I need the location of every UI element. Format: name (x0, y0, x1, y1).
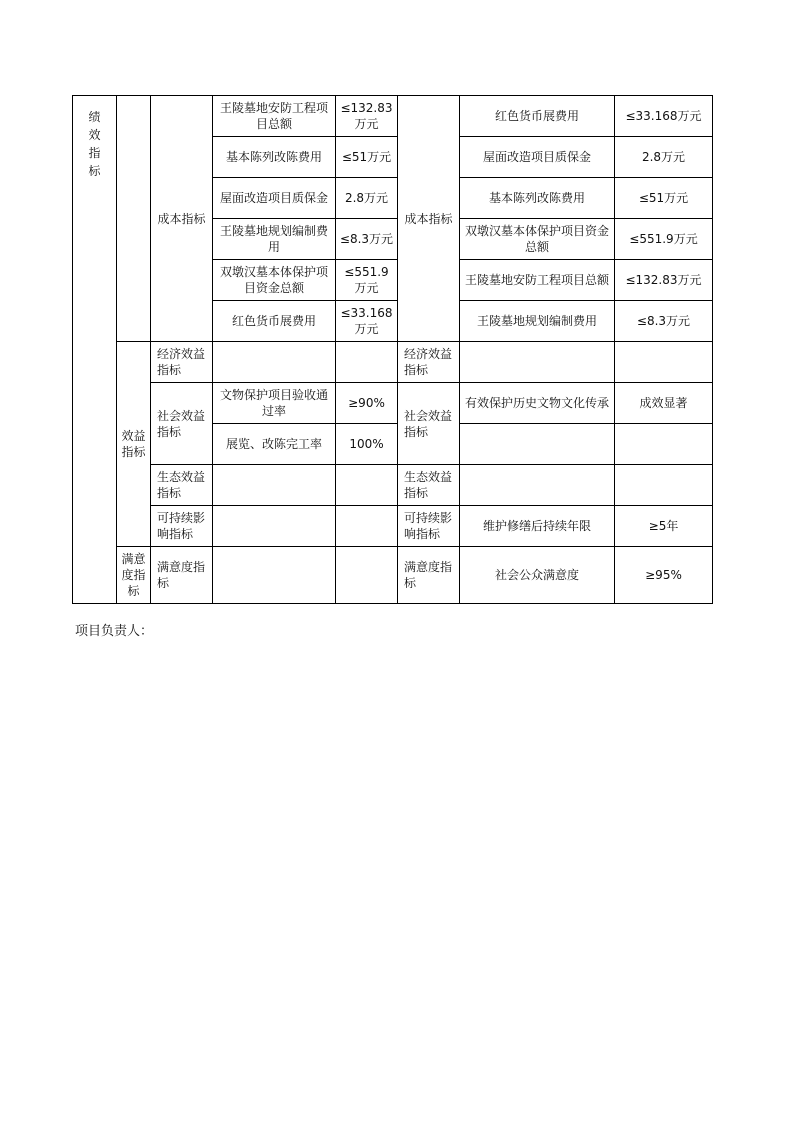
performance-indicator-table (72, 95, 713, 604)
cost-left-value: 2.8万元 (336, 178, 398, 219)
empty-subcategory-cell (117, 96, 151, 342)
economic-benefit-label-left: 经济效益指标 (151, 342, 213, 383)
sustainable-impact-label-right: 可持续影响指标 (398, 506, 460, 547)
cost-right-name: 红色货币展费用 (460, 96, 615, 137)
cost-right-name: 基本陈列改陈费用 (460, 178, 615, 219)
economic-right-value (615, 342, 713, 383)
cost-right-value: ≤8.3万元 (615, 301, 713, 342)
social-left-value: ≥90% (336, 383, 398, 424)
economic-left-name (213, 342, 336, 383)
satisfaction-left-value (336, 547, 398, 604)
sustainable-left-name (213, 506, 336, 547)
satisfaction-label-right: 满意度指标 (398, 547, 460, 604)
ecological-benefit-label-left: 生态效益指标 (151, 465, 213, 506)
social-left-name: 展览、改陈完工率 (213, 424, 336, 465)
cost-left-name: 红色货币展费用 (213, 301, 336, 342)
social-benefit-label-right: 社会效益指标 (398, 383, 460, 465)
satisfaction-right-value: ≥95% (615, 547, 713, 604)
social-right-name: 有效保护历史文物文化传承 (460, 383, 615, 424)
ecological-benefit-label-right: 生态效益指标 (398, 465, 460, 506)
satisfaction-label-left: 满意度指标 (151, 547, 213, 604)
satisfaction-right-name: 社会公众满意度 (460, 547, 615, 604)
cost-left-name: 屋面改造项目质保金 (213, 178, 336, 219)
economic-right-name (460, 342, 615, 383)
sustainable-left-value (336, 506, 398, 547)
ecological-left-value (336, 465, 398, 506)
cost-left-value: ≤132.83万元 (336, 96, 398, 137)
cost-left-name: 王陵墓地规划编制费用 (213, 219, 336, 260)
cost-indicator-label-left: 成本指标 (151, 96, 213, 342)
sustainable-right-value: ≥5年 (615, 506, 713, 547)
cost-right-value: ≤33.168万元 (615, 96, 713, 137)
social-right-value (615, 424, 713, 465)
cost-right-name: 王陵墓地安防工程项目总额 (460, 260, 615, 301)
cost-left-name: 基本陈列改陈费用 (213, 137, 336, 178)
sustainable-right-name: 维护修缮后持续年限 (460, 506, 615, 547)
category-performance-indicators: 绩效指标 (73, 96, 117, 604)
ecological-right-value (615, 465, 713, 506)
cost-left-name: 双墩汉墓本体保护项目资金总额 (213, 260, 336, 301)
satisfaction-left-name (213, 547, 336, 604)
cost-right-value: ≤51万元 (615, 178, 713, 219)
social-left-name: 文物保护项目验收通过率 (213, 383, 336, 424)
cost-left-value: ≤551.9万元 (336, 260, 398, 301)
cost-right-name: 王陵墓地规划编制费用 (460, 301, 615, 342)
ecological-left-name (213, 465, 336, 506)
cost-left-value: ≤8.3万元 (336, 219, 398, 260)
social-right-value: 成效显著 (615, 383, 713, 424)
cost-right-name: 屋面改造项目质保金 (460, 137, 615, 178)
cost-right-value: 2.8万元 (615, 137, 713, 178)
cost-left-value: ≤33.168万元 (336, 301, 398, 342)
sustainable-impact-label-left: 可持续影响指标 (151, 506, 213, 547)
economic-left-value (336, 342, 398, 383)
cost-right-value: ≤551.9万元 (615, 219, 713, 260)
satisfaction-indicator-label: 满意度指标 (117, 547, 151, 604)
project-responsible-label: 项目负责人： (75, 624, 154, 639)
cost-left-name: 王陵墓地安防工程项目总额 (213, 96, 336, 137)
benefit-indicator-label: 效益指标 (117, 342, 151, 547)
cost-left-value: ≤51万元 (336, 137, 398, 178)
social-right-name (460, 424, 615, 465)
ecological-right-name (460, 465, 615, 506)
economic-benefit-label-right: 经济效益指标 (398, 342, 460, 383)
cost-right-name: 双墩汉墓本体保护项目资金总额 (460, 219, 615, 260)
social-benefit-label-left: 社会效益指标 (151, 383, 213, 465)
social-left-value: 100% (336, 424, 398, 465)
cost-indicator-label-right: 成本指标 (398, 96, 460, 342)
cost-right-value: ≤132.83万元 (615, 260, 713, 301)
